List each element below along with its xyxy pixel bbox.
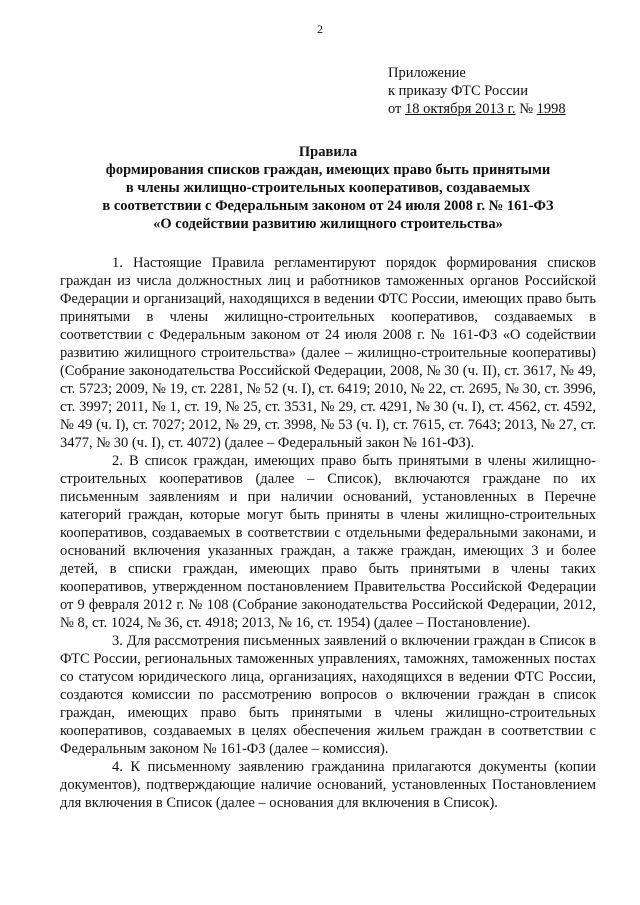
paragraph-4: 4. К письменному заявлению гражданина прилагаются документы (копии документов), подтверждающие наличие оснований, установленных Постановлением для включения в Список (далее – основания для включения в Список).	[60, 759, 596, 811]
page-number: 2	[317, 22, 323, 36]
appendix-label: Приложение	[388, 65, 466, 81]
paragraph-2: 2. В список граждан, имеющих право быть принятыми в члены жилищно-строительных кооперативов (далее – Список), включаются граждане по их письменным заявлениям и при наличии оснований, установленных в Перечне категорий граждан, которые могут быть приняты в члены жилищно-строительных кооперативов, создаваемых в соответствии с отдельными федеральными законами, и оснований включения указанных граждан, а также граждан, имеющих 3 и более детей, в списки граждан, имеющих право быть принятыми в члены таких кооперативов, утвержденном постановлением Правительства Российской Федерации от 9 февраля 2012 г. № 108 (Собрание законодательства Российской Федерации, 2012, № 8, ст. 1024, № 36, ст. 4918; 2013, № 16, ст. 1954) (далее – Постановление).	[60, 453, 596, 631]
title-heading: Правила	[298, 144, 358, 160]
appendix-date-line	[388, 100, 566, 118]
paragraph-1: 1. Настоящие Правила регламентируют порядок формирования списков граждан из числа должностных лиц и работников таможенных органов Российской Федерации и организаций, находящихся в ведении ФТС России, имеющих право быть принятыми в члены жилищно-строительных кооперативов, создаваемых в соответствии с Федеральным законом от 24 июля 2008 г. № 161-ФЗ «О содействии развитию жилищного строительства» (далее – жилищно-строительные кооперативы) (Собрание законодательства Российской Федерации, 2008, № 30 (ч. II), ст. 3617, № 49, ст. 5723; 2009, № 19, ст. 2281, № 52 (ч. I), ст. 6419; 2010, № 22, ст. 2695, № 30, ст. 3996, ст. 3997; 2011, № 1, ст. 19, № 25, ст. 3531, № 29, ст. 4291, № 30 (ч. I), ст. 4562, ст. 4592, № 49 (ч. I), ст. 7027; 2012, № 29, ст. 3998, № 53 (ч. I), ст. 7615, ст. 7643; 2013, № 27, ст. 3477, № 30 (ч. I), ст. 4072) (далее – Федеральный закон № 161-ФЗ).	[60, 255, 596, 451]
document-title	[60, 143, 596, 233]
date-prefix: от	[388, 101, 406, 117]
title-line-4: «О содействии развитию жилищного строительства»	[153, 216, 503, 232]
order-number: 1998	[536, 101, 566, 117]
appendix-header	[388, 64, 566, 118]
appendix-order-ref: к приказу ФТС России	[388, 83, 528, 99]
paragraph-3: 3. Для рассмотрения письменных заявлений о включении граждан в Список в ФТС России, региональных таможенных управлениях, таможнях, таможенных постах со статусом юридического лица, организациях, находящихся в ведении ФТС России, создаются комиссии по рассмотрению вопросов о включении граждан в список граждан, имеющих право быть принятыми в члены жилищно-строительных кооперативов, создаваемых в целях обеспечения жильем граждан в соответствии с Федеральным законом № 161-ФЗ (далее – комиссия).	[60, 633, 596, 757]
number-sign: №	[515, 101, 537, 117]
title-line-2: в члены жилищно-строительных кооперативов, создаваемых	[125, 180, 531, 196]
title-line-3: в соответствии с Федеральным законом от 24 июля 2008 г. № 161-ФЗ	[102, 198, 554, 214]
document-body	[60, 254, 596, 812]
title-line-1: формирования списков граждан, имеющих право быть принятыми	[105, 162, 551, 178]
order-date: 18 октября 2013 г.	[405, 101, 516, 117]
